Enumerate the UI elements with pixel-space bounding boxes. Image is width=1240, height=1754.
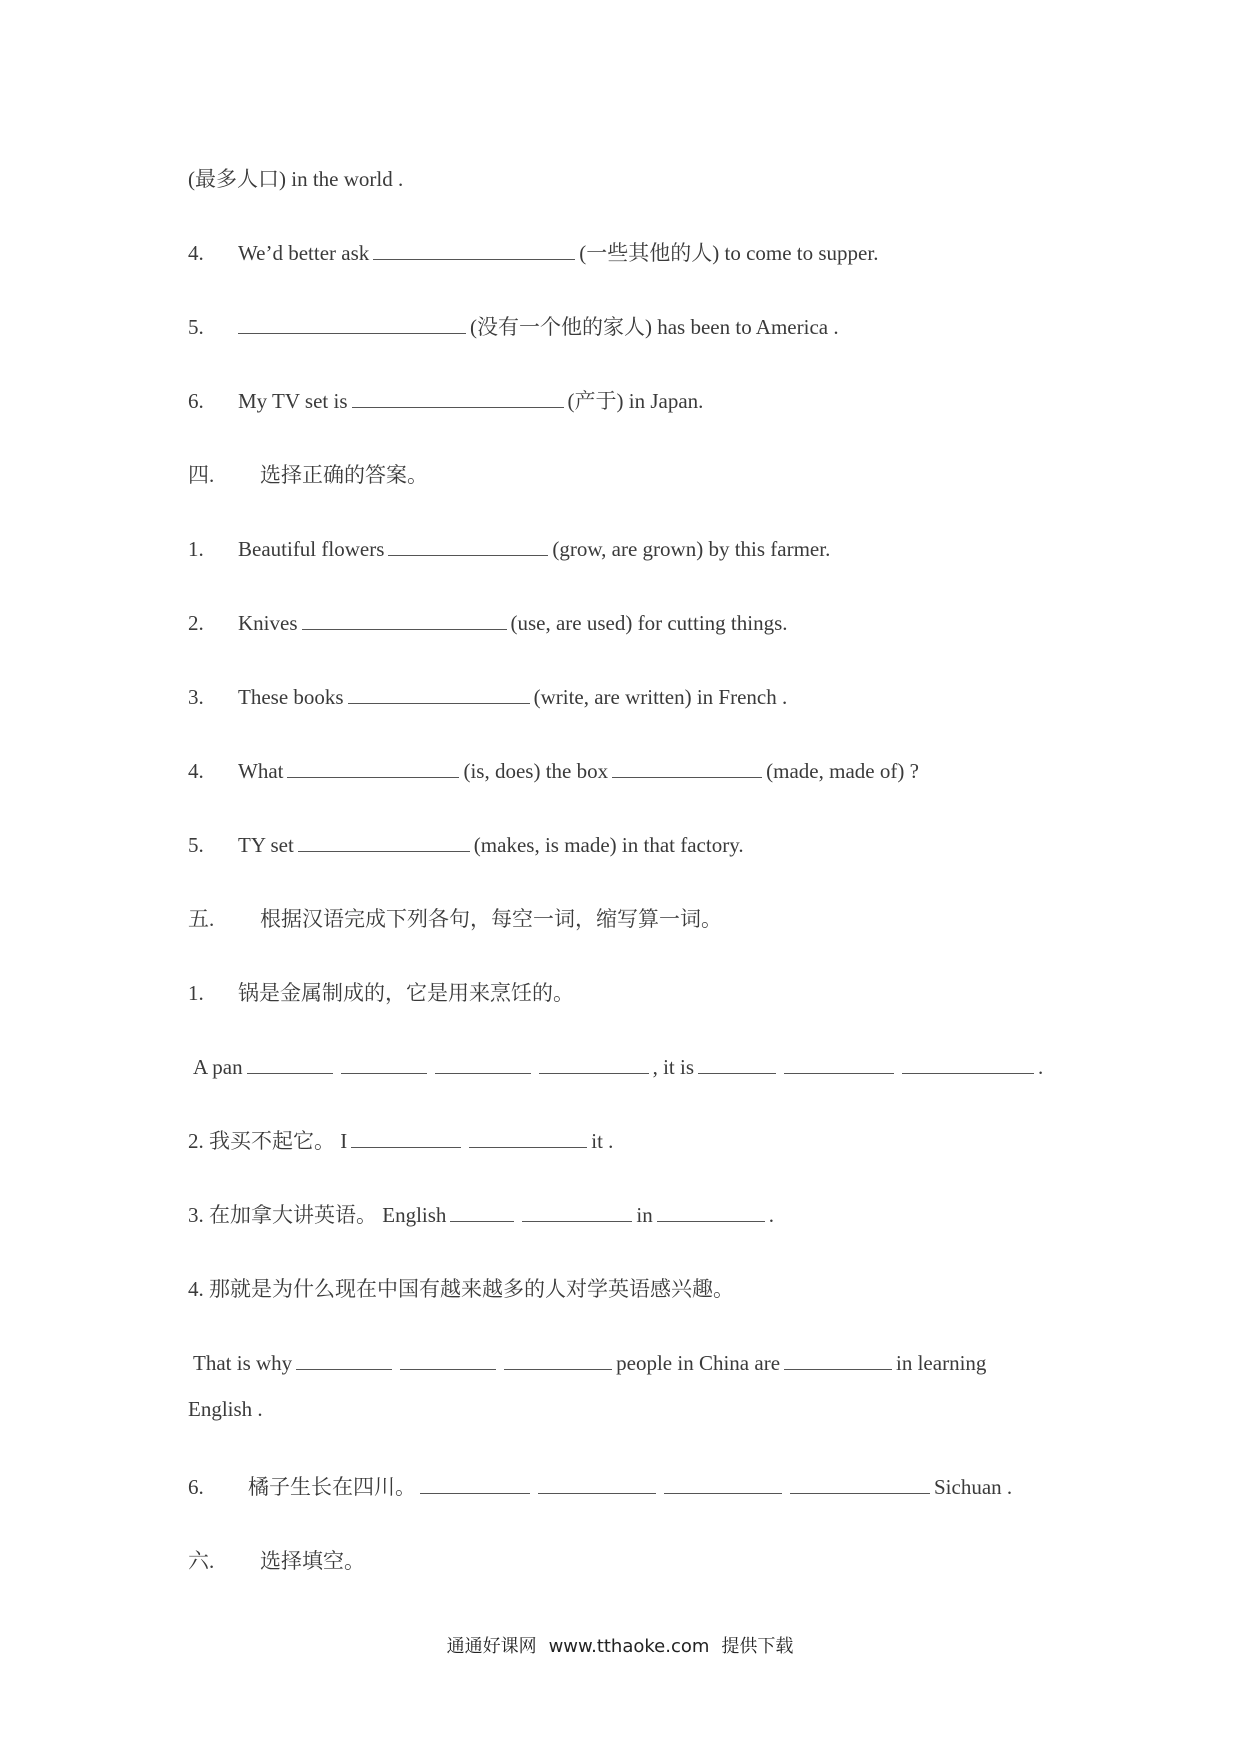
section-heading: 六. 选择填空。 [188,1549,365,1573]
answer-blank[interactable] [435,1055,531,1074]
question-line: 4. 那就是为什么现在中国有越来越多的人对学英语感兴趣。 [188,1277,734,1301]
answer-blank[interactable] [664,1475,782,1494]
question-line: 4. What (is, does) the box (made, made of) ? [188,759,919,783]
question-line: That is why people in China are in learning [193,1351,987,1375]
answer-blank[interactable] [504,1351,612,1370]
question-line: 1. 锅是金属制成的，它是用来烹饪的。 [188,981,574,1005]
question-line: 6. My TV set is (产于) in Japan. [188,389,704,413]
answer-blank[interactable] [657,1203,765,1222]
answer-blank[interactable] [341,1055,427,1074]
question-line: 6. 橘子生长在四川。 Sichuan . [188,1475,1013,1499]
answer-blank[interactable] [348,685,530,704]
question-line: A pan , it is . [193,1055,1044,1079]
question-line: English . [188,1397,263,1421]
answer-blank[interactable] [698,1055,776,1074]
answer-blank[interactable] [238,315,466,334]
answer-blank[interactable] [784,1055,894,1074]
answer-blank[interactable] [539,1055,649,1074]
footer-site-name: 通通好课网 [446,1636,537,1657]
answer-blank[interactable] [790,1475,930,1494]
answer-blank[interactable] [388,537,548,556]
answer-blank[interactable] [352,389,564,408]
answer-blank[interactable] [450,1203,514,1222]
answer-blank[interactable] [373,241,575,260]
answer-blank[interactable] [612,759,762,778]
answer-blank[interactable] [247,1055,333,1074]
answer-blank[interactable] [302,611,507,630]
question-line: 5. TY set (makes, is made) in that factory. [188,833,744,857]
answer-blank[interactable] [287,759,459,778]
question-line: 3. 在加拿大讲英语。 English in . [188,1203,775,1227]
section-heading: 五. 根据汉语完成下列各句，每空一词，缩写算一词。 [188,907,722,931]
question-line: 2. 我买不起它。 I it . [188,1129,614,1153]
answer-blank[interactable] [351,1129,461,1148]
question-line: (最多人口) in the world . [188,167,404,191]
answer-blank[interactable] [902,1055,1034,1074]
question-line: 1. Beautiful flowers (grow, are grown) by this farmer. [188,537,831,561]
question-line: 3. These books (write, are written) in French . [188,685,788,709]
answer-blank[interactable] [784,1351,892,1370]
answer-blank[interactable] [400,1351,496,1370]
question-line: 5. (没有一个他的家人) has been to America . [188,315,839,339]
footer-url[interactable]: www.tthaoke.com [548,1636,710,1657]
answer-blank[interactable] [298,833,470,852]
answer-blank[interactable] [296,1351,392,1370]
footer-action: 提供下载 [721,1636,794,1657]
answer-blank[interactable] [420,1475,530,1494]
answer-blank[interactable] [522,1203,632,1222]
page-footer [0,1634,1240,1660]
answer-blank[interactable] [469,1129,587,1148]
question-line: 4. We’d better ask (一些其他的人) to come to supper. [188,241,879,265]
section-heading: 四. 选择正确的答案。 [188,463,428,487]
question-line: 2. Knives (use, are used) for cutting things. [188,611,788,635]
answer-blank[interactable] [538,1475,656,1494]
